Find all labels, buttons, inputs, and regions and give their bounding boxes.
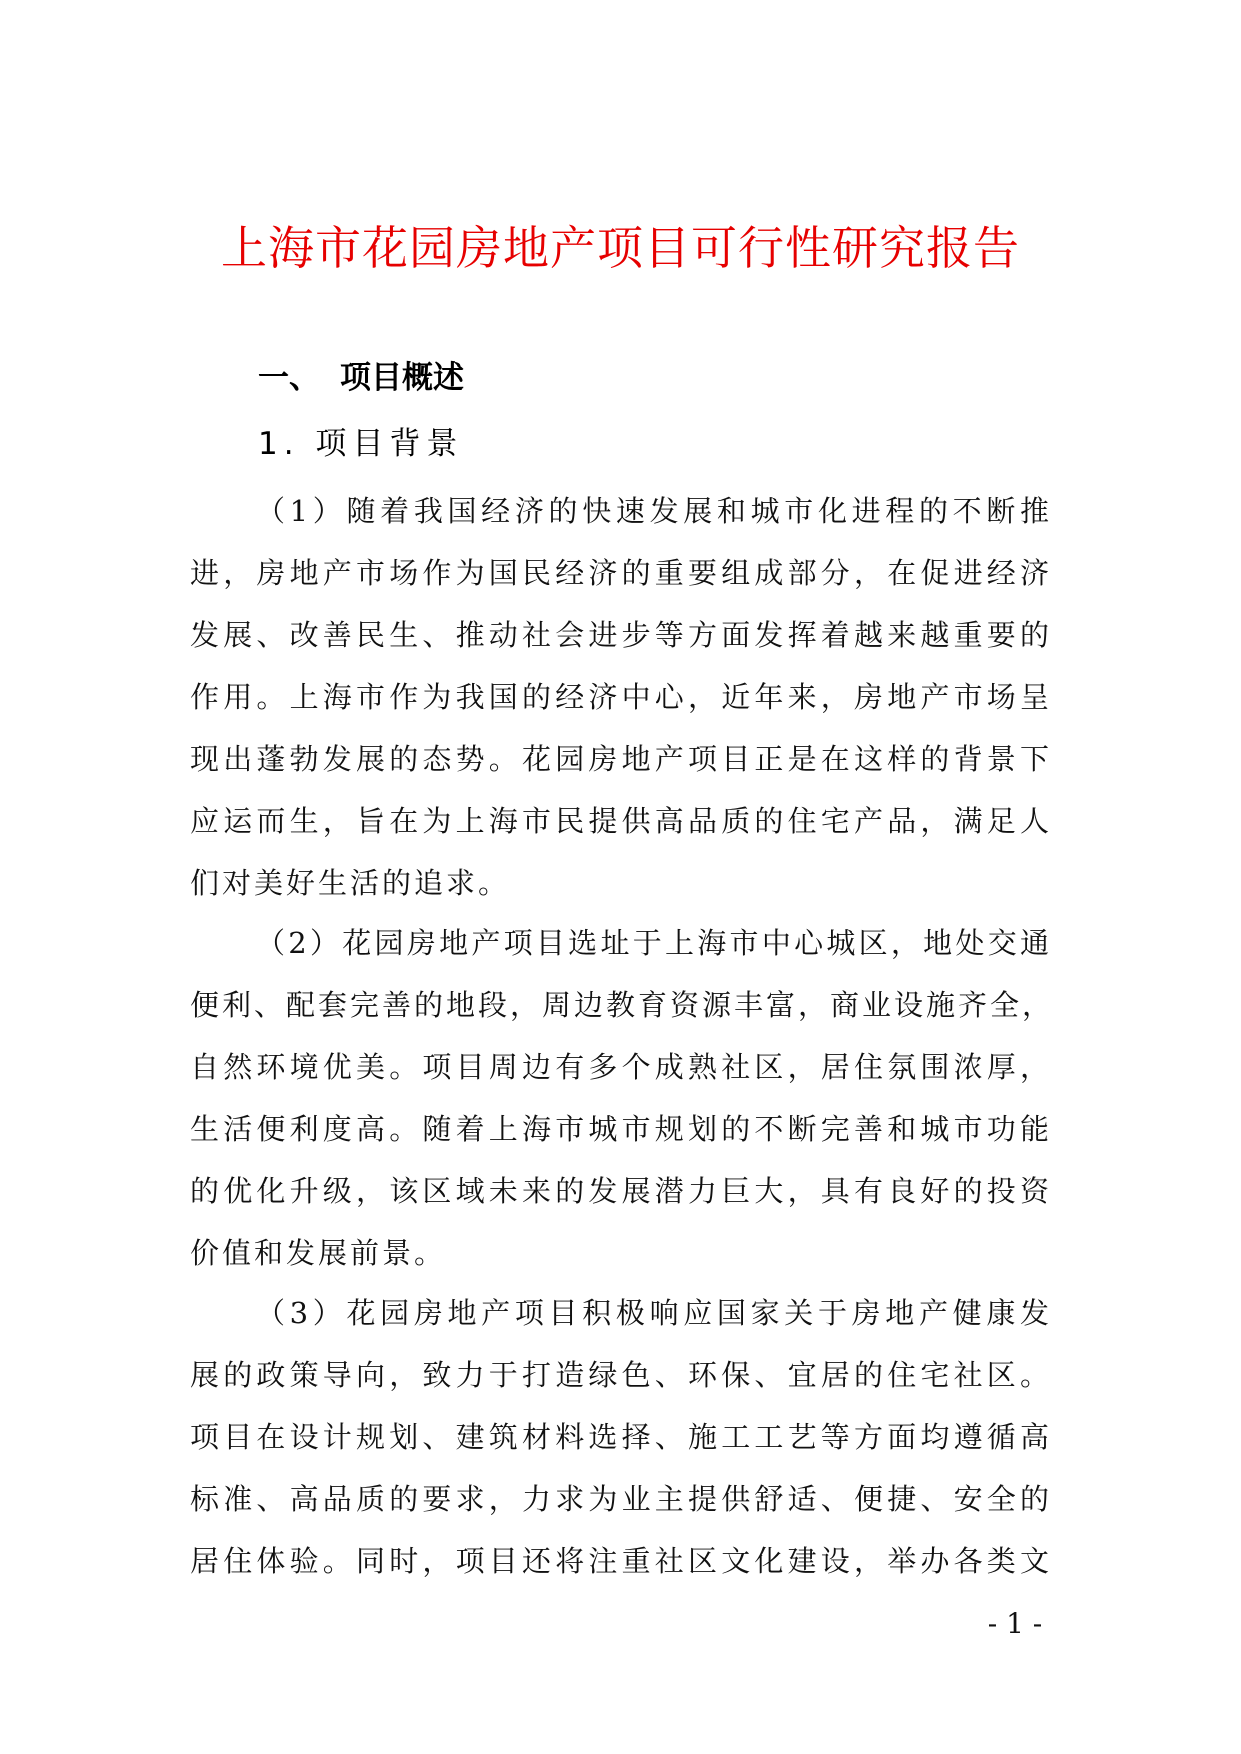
paragraph-3 — [190, 1282, 1052, 1592]
paragraph-line: 们对美好生活的追求。 — [190, 866, 511, 900]
paragraph-2 — [190, 912, 1055, 1284]
paragraph-line: 发展、改善民生、推动社会进步等方面发挥着越来越重要的 — [190, 618, 1052, 652]
paragraph-line: 展的政策导向，致力于打造绿色、环保、宜居的住宅社区。 — [190, 1358, 1052, 1392]
paragraph-1 — [190, 480, 1052, 914]
paragraph-line: （3）花园房地产项目积极响应国家关于房地产健康发 — [256, 1296, 1052, 1330]
section-number: 一、 — [258, 360, 320, 396]
paragraph-line: 的优化升级，该区域未来的发展潜力巨大，具有良好的投资 — [190, 1174, 1052, 1208]
paragraph-line: 项目在设计规划、建筑材料选择、施工工艺等方面均遵循高 — [190, 1420, 1052, 1454]
paragraph-line: 自然环境优美。项目周边有多个成熟社区，居住氛围浓厚， — [190, 1050, 1052, 1084]
paragraph-line: 居住体验。同时，项目还将注重社区文化建设，举办各类文 — [190, 1544, 1052, 1578]
paragraph-line: 现出蓬勃发展的态势。花园房地产项目正是在这样的背景下 — [190, 742, 1052, 776]
paragraph-line: 应运而生，旨在为上海市民提供高品质的住宅产品，满足人 — [190, 804, 1052, 838]
paragraph-line: 价值和发展前景。 — [190, 1236, 447, 1270]
paragraph-line: 进，房地产市场作为国民经济的重要组成部分，在促进经济 — [190, 556, 1052, 590]
subsection-heading: 1. 项目背景 — [258, 426, 464, 462]
section-title: 项目概述 — [340, 360, 464, 396]
paragraph-line: （1）随着我国经济的快速发展和城市化进程的不断推 — [256, 494, 1052, 528]
paragraph-line: 标准、高品质的要求，力求为业主提供舒适、便捷、安全的 — [190, 1482, 1052, 1516]
page-number: - 1 - — [987, 1607, 1043, 1640]
paragraph-line: （2）花园房地产项目选址于上海市中心城区，地处交通 — [256, 926, 1052, 960]
paragraph-line: 作用。上海市作为我国的经济中心，近年来，房地产市场呈 — [190, 680, 1052, 714]
document-title: 上海市花园房地产项目可行性研究报告 — [221, 221, 1020, 275]
section-heading — [258, 356, 464, 400]
paragraph-line: 便利、配套完善的地段，周边教育资源丰富，商业设施齐全， — [190, 988, 1055, 1022]
paragraph-line: 生活便利度高。随着上海市城市规划的不断完善和城市功能 — [190, 1112, 1052, 1146]
